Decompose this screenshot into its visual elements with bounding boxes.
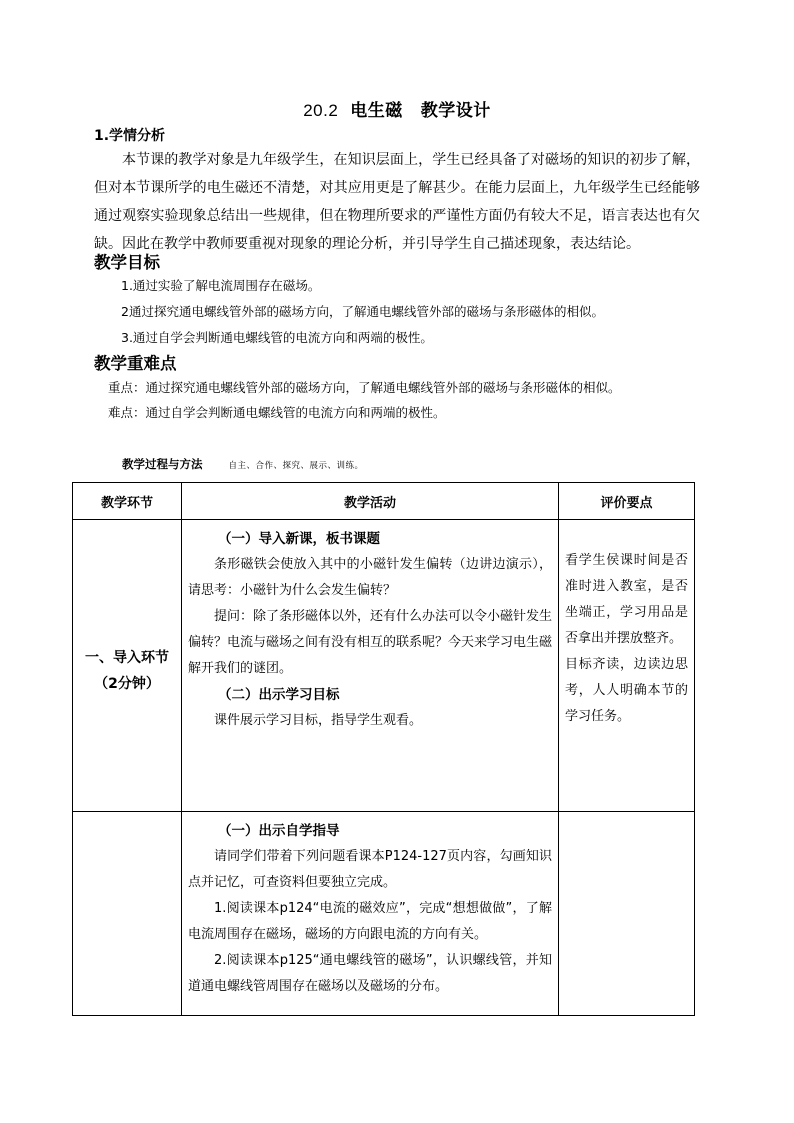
- activity-paragraph: 2.阅读课本p125“通电螺线管的磁场”，认识螺线管，并知道通电螺线管周围存在磁场以及磁场的分布。: [188, 953, 552, 994]
- keypoints-heading: 教学重难点: [94, 354, 177, 373]
- evaluation-cell: [559, 520, 695, 812]
- title-main: 电生磁: [350, 101, 403, 121]
- evaluation-text: 目标齐读，边读边思考，人人明确本节的学习任务。: [565, 657, 688, 724]
- analysis-heading: 1.学情分析: [94, 128, 166, 144]
- activity-cell: [182, 520, 559, 812]
- activity-paragraph: 请同学们带着下列问题看课本P124-127页内容，勾画知识点并记忆，可查资料但要独立完成。: [188, 849, 552, 890]
- goal-item: 1.通过实验了解电流周围存在磁场。: [121, 278, 321, 293]
- activity-subheading: （一）导入新课，板书课题: [218, 531, 380, 547]
- activity-subheading: （一）出示自学指导: [218, 823, 340, 839]
- header-evaluation: 评价要点: [559, 483, 695, 520]
- evaluation-cell: [559, 812, 695, 1016]
- analysis-body: 本节课的教学对象是九年级学生，在知识层面上，学生已经具备了对磁场的知识的初步了解，但对本节课所学的电生磁还不清楚，对其应用更是了解甚少。在能力层面上，九年级学生已经能够通过观察实验现象总结出一些规律，但在物理所要求的严谨性方面仍有较大不足，语言表达也有欠缺。因此在教学中教师要重视对现象的理论分析，并引导学生自己描述现象，表达结论。: [94, 152, 700, 252]
- title-sub: 教学设计: [420, 101, 491, 121]
- activity-paragraph: 1.阅读课本p124“电流的磁效应”，完成“想想做做”，了解电流周围存在磁场，磁场的方向跟电流的方向有关。: [188, 901, 552, 942]
- goal-item: 2通过探究通电螺线管外部的磁场方向，了解通电螺线管外部的磁场与条形磁体的相似。: [121, 304, 604, 319]
- process-label: [122, 456, 364, 472]
- table-row: [73, 812, 695, 1016]
- key-point: 重点：通过探究通电螺线管外部的磁场方向，了解通电螺线管外部的磁场与条形磁体的相似。: [108, 380, 621, 395]
- document-title: [0, 96, 794, 121]
- goals-heading: 教学目标: [94, 253, 160, 272]
- activity-paragraph: 课件展示学习目标，指导学生观看。: [214, 713, 423, 728]
- goal-item: 3.通过自学会判断通电螺线管的电流方向和两端的极性。: [121, 330, 433, 345]
- process-label-text: 教学过程与方法: [122, 457, 203, 471]
- activity-subheading: （二）出示学习目标: [218, 687, 340, 703]
- stage-cell: [73, 812, 182, 1016]
- difficult-point: 难点：通过自学会判断通电螺线管的电流方向和两端的极性。: [108, 405, 446, 420]
- lesson-table: [72, 482, 695, 1016]
- activity-paragraph: 提问：除了条形磁体以外，还有什么办法可以令小磁针发生偏转？电流与磁场之间有没有相互的联系呢？今天来学习电生磁解开我们的谜团。: [188, 609, 553, 676]
- table-row: [73, 520, 695, 812]
- stage-cell: [73, 520, 182, 812]
- title-number: 20.2: [303, 101, 339, 120]
- header-stage: 教学环节: [73, 483, 182, 520]
- activity-paragraph: 条形磁铁会使放入其中的小磁针发生偏转（边讲边演示），请思考：小磁针为什么会发生偏转？: [188, 557, 552, 598]
- table-header-row: [73, 483, 695, 520]
- process-methods: 自主、合作、探究、展示、训练。: [228, 461, 364, 471]
- header-activity: 教学活动: [182, 483, 559, 520]
- evaluation-text: 看学生侯课时间是否准时进入教室，是否坐端正，学习用品是否拿出并摆放整齐。: [565, 553, 688, 646]
- stage-line1: 一、导入环节: [85, 649, 169, 666]
- activity-cell: [182, 812, 559, 1016]
- stage-line2: （2分钟）: [94, 675, 160, 692]
